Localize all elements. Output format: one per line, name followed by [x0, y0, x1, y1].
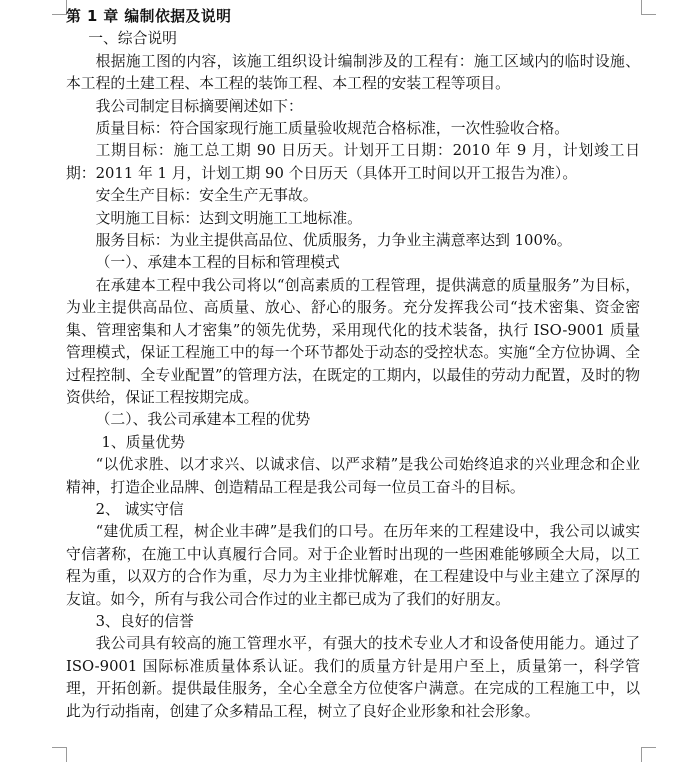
- item-title-reputation: 3、良好的信誉: [95, 612, 194, 630]
- item-title-integrity: 2、 诚实守信: [95, 500, 184, 518]
- paragraph-reputation: 我公司具有较高的施工管理水平，有强大的技术专业人才和设备使用能力。通过了 ISO-9001 国际标准质量体系认证。我们的质量方针是用户至上，质量第一，科学管理，开拓创新。提供最佳服务，全心全意全方位使客户满意。在完成的工程施工中，以此为行动指南，创建了众多精品工程，树立了良好企业形象和社会形象。: [66, 635, 640, 720]
- margin-mark-top-left: [52, 0, 67, 15]
- margin-mark-bottom-right: [641, 747, 656, 762]
- section-title: 一、综合说明: [88, 30, 177, 48]
- margin-mark-bottom-left: [52, 747, 67, 762]
- paragraph-schedule-goal: 工期目标：施工总工期 90 日历天。计划开工日期：2010 年 9 月，计划竣工日期：2011 年 1 月，计划工期 90 个日历天（具体开工时间以开工报告为准）。: [66, 142, 640, 182]
- subsection-title-advantages: （二）、我公司承建本工程的优势: [95, 411, 311, 429]
- paragraph-quality-advantage: “以优求胜、以才求兴、以诚求信、以严求精”是我公司始终追求的兴业理念和企业精神，打造企业品牌、创造精品工程是我公司每一位员工奋斗的目标。: [66, 456, 640, 496]
- paragraph-goals-lead: 我公司制定目标摘要阐述如下：: [95, 97, 303, 115]
- paragraph-service-goal: 服务目标：为业主提供高品位、优质服务，力争业主满意率达到 100%。: [95, 232, 572, 250]
- subsection-title-management: （一）、承建本工程的目标和管理模式: [95, 254, 340, 272]
- chapter-title: 第 1 章 编制依据及说明: [66, 8, 232, 25]
- paragraph-quality-goal: 质量目标：符合国家现行施工质量验收规范合格标准，一次性验收合格。: [95, 120, 570, 138]
- margin-mark-top-right: [641, 0, 656, 15]
- item-title-quality: 1、质量优势: [101, 433, 185, 451]
- paragraph-civil-goal: 文明施工目标：达到文明施工工地标准。: [95, 209, 362, 227]
- paragraph-intro: 根据施工图的内容，该施工组织设计编制涉及的工程有：施工区域内的临时设施、本工程的土建工程、本工程的装饰工程、本工程的安装工程等项目。: [66, 52, 640, 93]
- paragraph-management: 在承建本工程中我公司将以“创高素质的工程管理，提供满意的质量服务”为目标，为业主提供高品位、高质量、放心、舒心的服务。充分发挥我公司“技术密集、资金密集、管理密集和人才密集”的领先优势，采用现代化的技术装备，执行 ISO-9001 质量管理模式，保证工程施工中的每一个环节都处于动态的受控状态。实施“全方位协调、全过程控制、全专业配置”的管理方法，在既定的工期内，以最佳的劳动力配置，及时的物资供给，保证工程按期完成。: [66, 276, 640, 406]
- paragraph-integrity: “建优质工程，树企业丰碑”是我们的口号。在历年来的工程建设中，我公司以诚实守信著称，在施工中认真履行合同。对于企业暂时出现的一些困难能够顾全大局，以工程为重，以双方的合作为重，尽力为主业排忧解难，在工程建设中与业主建立了深厚的友谊。如今，所有与我公司合作过的业主都已成为了我们的好朋友。: [66, 523, 640, 608]
- document-body: [66, 6, 640, 723]
- paragraph-safety-goal: 安全生产目标：安全生产无事故。: [95, 187, 318, 205]
